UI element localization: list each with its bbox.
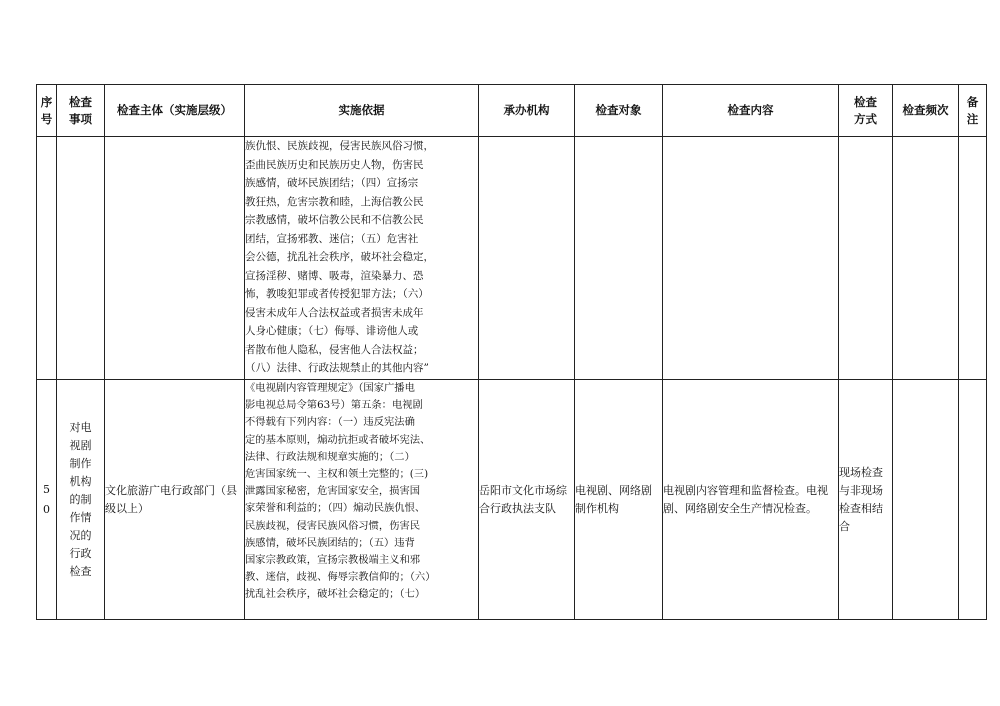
- basis-line: 侵害未成年人合法权益或者损害未成年: [245, 306, 424, 319]
- cont-no-cell: [37, 137, 57, 380]
- inspection-frequency: [893, 380, 959, 620]
- header-method: 检查 方式: [839, 85, 893, 137]
- header-subject: 检查主体（实施层级）: [105, 85, 245, 137]
- header-row: [37, 85, 987, 137]
- basis-line: 危害国家统一、主权和领土完整的；(三): [245, 468, 429, 481]
- basis-line: 族感情，破坏民族团结；（四）宣扬宗: [245, 177, 419, 189]
- basis-line: 者散布他人隐私，侵害他人合法权益；: [245, 343, 424, 356]
- cont-content-cell: [663, 137, 839, 380]
- basis-line: 怖，教唆犯罪或者传授犯罪方法；（六）: [245, 288, 429, 300]
- basis-line: 人身心健康；（七）侮辱、诽谤他人或: [245, 325, 419, 337]
- cont-frequency-cell: [893, 137, 959, 380]
- organizer: 岳阳市文化市场综合行政执法支队: [479, 380, 575, 620]
- cont-item-cell: [57, 137, 105, 380]
- item-line: 况的: [69, 528, 92, 542]
- cont-remark-cell: [959, 137, 987, 380]
- header-target: 检查对象: [575, 85, 663, 137]
- row-number: 5 0: [37, 380, 57, 620]
- cont-target-cell: [575, 137, 663, 380]
- header-basis: 实施依据: [245, 85, 479, 137]
- item-line: 行政: [69, 546, 92, 560]
- inspection-table: [36, 84, 987, 620]
- basis-line: 《电视剧内容管理规定》（国家广播电: [245, 382, 415, 394]
- basis-line: 会公德，扰乱社会秩序，破坏社会稳定，: [245, 251, 434, 263]
- basis-line: 团结，宣扬邪教、迷信；（五）危害社: [245, 232, 419, 245]
- basis-line: 歪曲民族历史和民族历史人物，伤害民: [245, 158, 424, 171]
- cont-basis-text: [245, 137, 478, 378]
- basis-line: 宣扬淫秽、赌博、吸毒，渲染暴力、恐: [245, 269, 424, 282]
- inspection-item: [57, 380, 105, 620]
- basis-line: 泄露国家秘密，危害国家安全，损害国: [245, 485, 421, 498]
- basis-line: 族感情，破坏民族团结的；（五）违背: [245, 536, 415, 549]
- header-remark: 备 注: [959, 85, 987, 137]
- row50-basis-text: [245, 380, 478, 604]
- cont-organizer-cell: [479, 137, 575, 380]
- basis-line: 法律、行政法规和规章实施的；（二）: [245, 450, 415, 463]
- item-line: 机构: [69, 474, 92, 488]
- item-line: 作情: [69, 510, 92, 524]
- basis-line: 族仇恨、民族歧视，侵害民族风俗习惯，: [245, 140, 434, 152]
- item-line: 制作: [69, 456, 92, 470]
- basis-line: 教、迷信，歧视、侮辱宗教信仰的；（六）: [245, 571, 436, 584]
- basis-line: 扰乱社会秩序，破坏社会稳定的；（七）: [245, 588, 426, 601]
- item-line: 视剧: [69, 438, 92, 452]
- basis-line: 国家宗教政策，宣扬宗教极端主义和邪: [245, 554, 421, 567]
- basis-line: 影电视总局令第63号）第五条：电视剧: [245, 399, 423, 412]
- implementation-basis: [245, 380, 479, 620]
- basis-line: 教狂热，危害宗教和睦，上海信教公民: [245, 195, 424, 208]
- table-row-continued: [37, 137, 987, 380]
- inspection-content: 电视剧内容管理和监督检查。电视剧、网络剧安全生产情况检查。: [663, 380, 839, 620]
- basis-line: 民族歧视，侵害民族风俗习惯，伤害民: [245, 519, 421, 532]
- inspection-method: 现场检查与非现场检查相结合: [839, 380, 893, 620]
- header-content: 检查内容: [663, 85, 839, 137]
- cont-basis-cell: [245, 137, 479, 380]
- basis-line: 不得载有下列内容：（一）违反宪法确: [245, 416, 415, 429]
- basis-line: 家荣誉和利益的；（四）煽动民族仇恨、: [245, 502, 426, 515]
- basis-line: 宗教感情，破坏信教公民和不信教公民: [245, 214, 424, 226]
- remark: [959, 380, 987, 620]
- header-no: 序 号: [37, 85, 57, 137]
- header-item: 检查 事项: [57, 85, 105, 137]
- table-row-50: [37, 380, 987, 620]
- header-frequency: 检查频次: [893, 85, 959, 137]
- basis-line: （八）法律、行政法规禁止的其他内容”: [245, 362, 429, 374]
- item-line: 的制: [69, 492, 92, 506]
- inspection-target: 电视剧、网络剧制作机构: [575, 380, 663, 620]
- inspection-subject: 文化旅游广电行政部门（县级以上）: [105, 380, 245, 620]
- header-organizer: 承办机构: [479, 85, 575, 137]
- cont-subject-cell: [105, 137, 245, 380]
- cont-method-cell: [839, 137, 893, 380]
- item-line: 对电: [69, 420, 92, 434]
- item-line: 检查: [69, 564, 92, 578]
- basis-line: 定的基本原则，煽动抗拒或者破坏宪法、: [245, 433, 431, 446]
